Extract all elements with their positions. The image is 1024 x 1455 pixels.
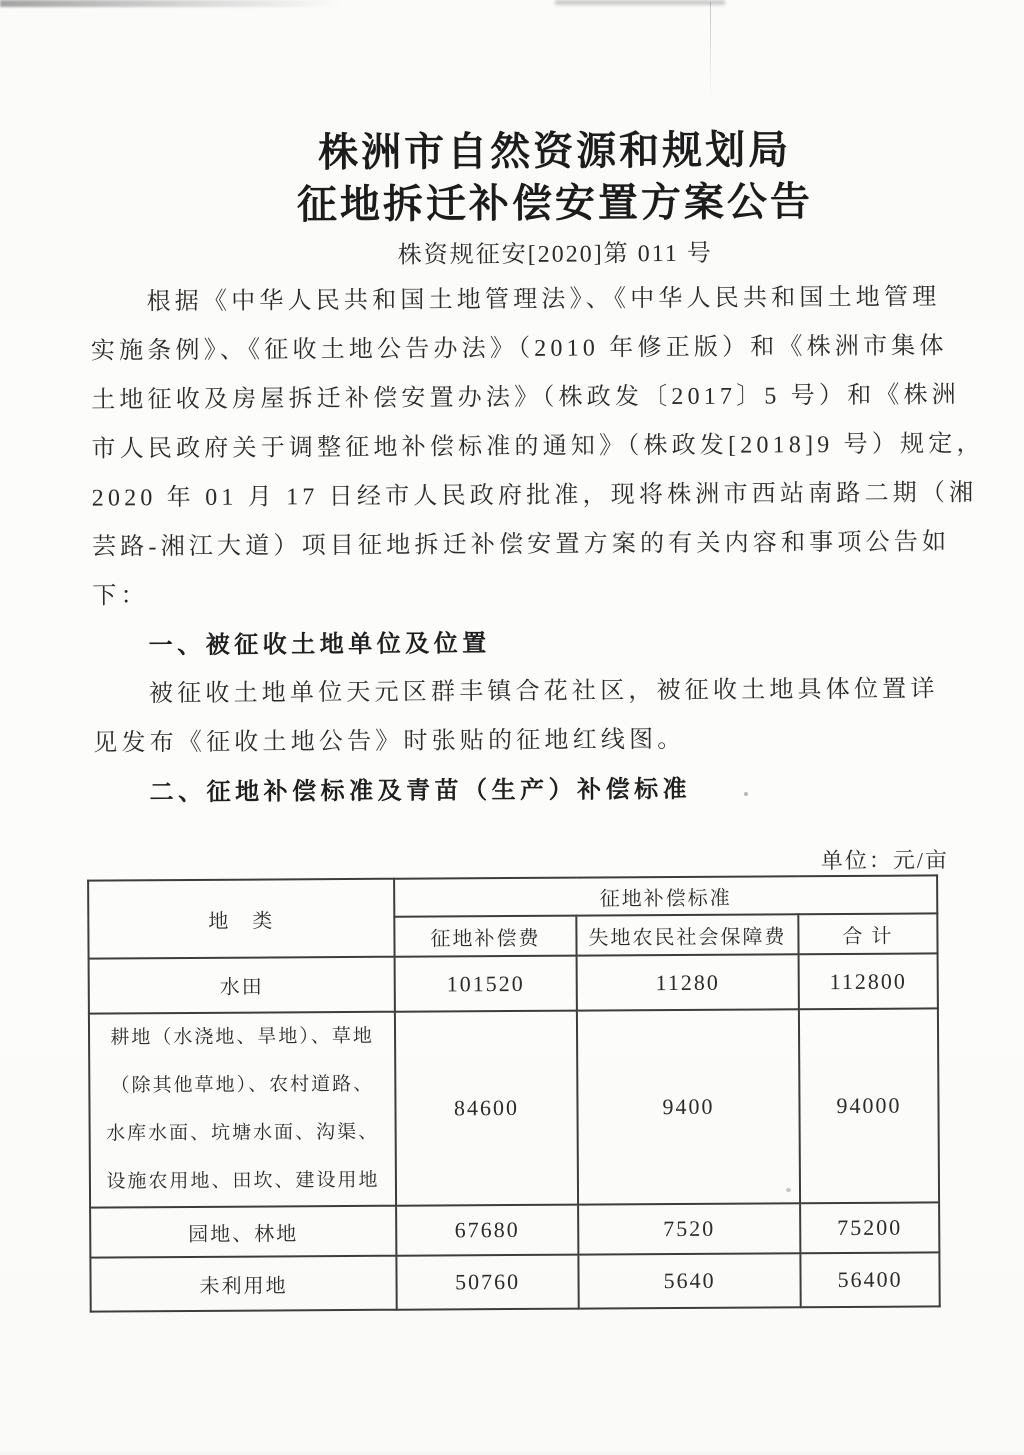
compensation-table (87, 874, 941, 1312)
table-row (89, 1008, 939, 1207)
cell-land-type: 园地、林地 (90, 1206, 396, 1258)
header-land-type: 地 类 (88, 879, 394, 959)
intro-line: 芸路-湘江大道）项目征地拆迁补偿安置方案的有关内容和事项公告如 (91, 529, 951, 561)
cell-total: 112800 (799, 953, 938, 1009)
title-line-1: 株洲市自然资源和规划局 (318, 128, 792, 176)
cell-social-security: 11280 (577, 954, 799, 1010)
header-compensation: 征地补偿费 (394, 916, 576, 957)
section1-line: 见发布《征收土地公告》时张贴的征地红线图。 (93, 726, 686, 757)
cell-total: 56400 (800, 1252, 939, 1307)
cell-land-type: 耕地（水浇地、旱地）、草地（除其他草地）、农村道路、水库水面、坑塘水面、沟渠、设施农用地、田坎、建设用地 (89, 1012, 396, 1208)
document-body (90, 273, 985, 817)
intro-line: 实施条例》、《征收土地公告办法》（2010 年修正版）和《株洲市集体 (90, 333, 948, 365)
table-row (90, 1252, 939, 1311)
title-line-2: 征地拆迁补偿安置方案公告 (296, 180, 814, 228)
intro-line: 土地征收及房屋拆迁补偿安置办法》（株政发〔2017〕5 号）和《株洲 (91, 382, 961, 414)
cell-land-type: 未利用地 (90, 1256, 396, 1312)
document-number: 株资规征安[2020]第 011 号 (397, 240, 713, 269)
cell-social-security: 7520 (578, 1203, 800, 1254)
intro-line: 下： (92, 583, 149, 610)
header-total: 合 计 (798, 913, 937, 954)
cell-compensation: 84600 (395, 1011, 578, 1206)
header-social-security: 失地农民社会保障费 (576, 914, 798, 955)
section1-line: 被征收土地单位天元区群丰镇合花社区，被征收土地具体位置详 (148, 676, 939, 708)
cell-social-security: 5640 (578, 1253, 800, 1308)
intro-line: 市人民政府关于调整征地补偿标准的通知》（株政发[2018]9 号）规定， (91, 431, 985, 463)
table-row (89, 953, 938, 1013)
section2-heading: 二、征地补偿标准及青苗（生产）补偿标准 (149, 775, 692, 807)
section1-heading: 一、被征收土地单位及位置 (148, 630, 491, 660)
header-group: 征地补偿标准 (394, 875, 937, 916)
document-title (85, 123, 1024, 233)
cell-total: 75200 (800, 1202, 939, 1253)
cell-total: 94000 (799, 1008, 939, 1203)
cell-compensation: 101520 (395, 956, 577, 1012)
table-row (90, 1202, 939, 1257)
cell-social-security: 9400 (577, 1009, 800, 1204)
cell-land-type: 水田 (89, 957, 395, 1014)
cell-compensation: 50760 (396, 1255, 578, 1310)
cell-compensation: 67680 (396, 1205, 578, 1256)
table-unit-label: 单位：元/亩 (820, 847, 950, 874)
intro-line: 2020 年 01 月 17 日经市人民政府批准，现将株洲市西站南路二期（湘 (91, 480, 978, 512)
intro-line: 根据《中华人民共和国土地管理法》、《中华人民共和国土地管理 (146, 284, 941, 316)
